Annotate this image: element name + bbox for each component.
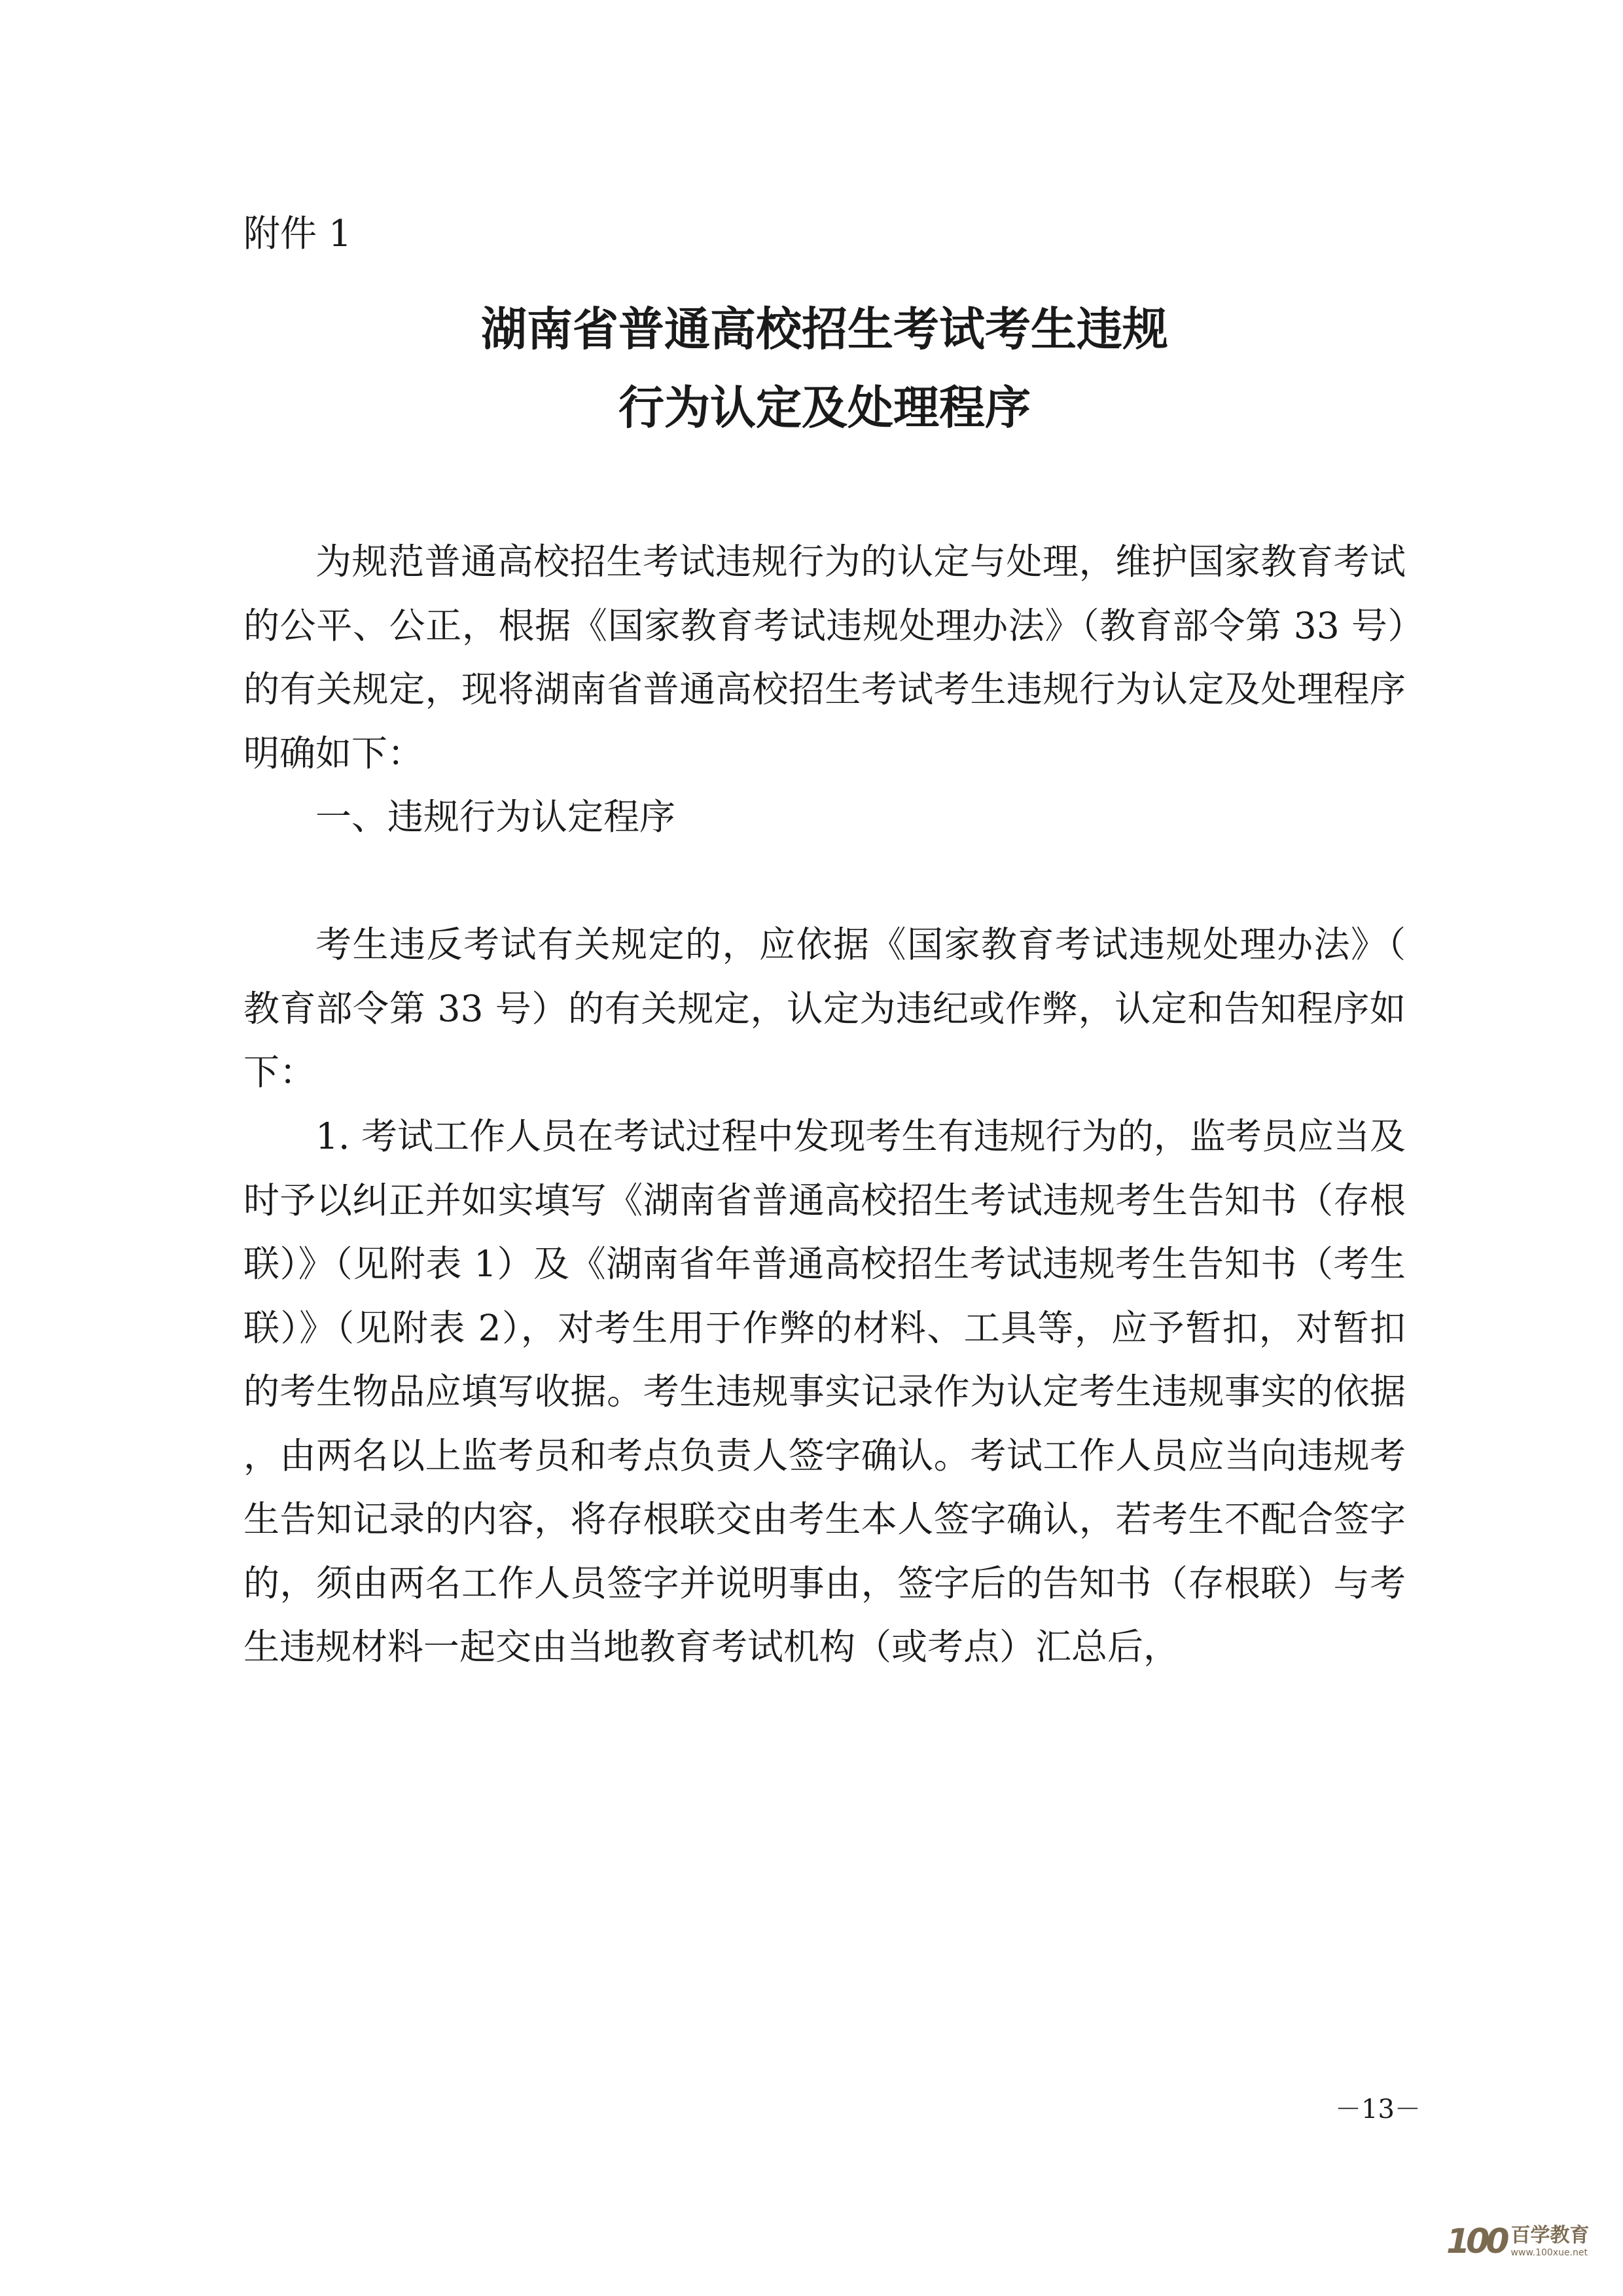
watermark-mark: 100 [1446, 2222, 1506, 2261]
paragraph-intro: 为规范普通高校招生考试违规行为的认定与处理，维护国家教育考试的公平、公正，根据《国家教育考试违规处理办法》（教育部令第 33 号）的有关规定，现将湖南省普通高校招生考试考生违规行为认定及处理程序明确如下： [243, 541, 1406, 774]
section-heading-block [243, 785, 1406, 850]
attachment-label: 附件 1 [243, 213, 352, 255]
watermark-name: 百学教育 [1510, 2224, 1590, 2247]
document-title-line-1: 湖南省普通高校招生考试考生违规 [481, 302, 1168, 356]
watermark-url: www.100xue.net [1510, 2248, 1588, 2258]
body-paragraph-rule [243, 913, 1406, 1105]
body-paragraph-intro [243, 530, 1406, 785]
paragraph-item-1: 1. 考试工作人员在考试过程中发现考生有违规行为的，监考员应当及时予以纠正并如实填写《湖南省普通高校招生考试违规考生告知书（存根联）》（见附表 1）及《湖南省年普通高校招生考试违规考生告知书（考生联）》（见附表 2），对考生用于作弊的材料、工具等，应予暂扣，对暂扣的考生物品应填写收据。考生违规事实记录作为认定考生违规事实的依据，由两名以上监考员和考点负责人签字确认。考试工作人员应当向违规考生告知记录的内容，将存根联交由考生本人签字确认，若考生不配合签字的，须由两名工作人员签字并说明事由，签字后的告知书（存根联）与考生违规材料一起交由当地教育考试机构（或考点）汇总后， [243, 1115, 1406, 1668]
watermark-text [1511, 2225, 1590, 2259]
brand-watermark-logo [1446, 2219, 1597, 2265]
document-title-line-2: 行为认定及处理程序 [618, 381, 1031, 435]
body-paragraph-item-1 [243, 1105, 1406, 1679]
section-heading-1: 一、违规行为认定程序 [315, 796, 676, 838]
paragraph-rule: 考生违反考试有关规定的，应依据《国家教育考试违规处理办法》（教育部令第 33 号）的有关规定，认定为违纪或作弊，认定和告知程序如下： [243, 924, 1406, 1093]
page-number: －13－ [1335, 2094, 1421, 2125]
